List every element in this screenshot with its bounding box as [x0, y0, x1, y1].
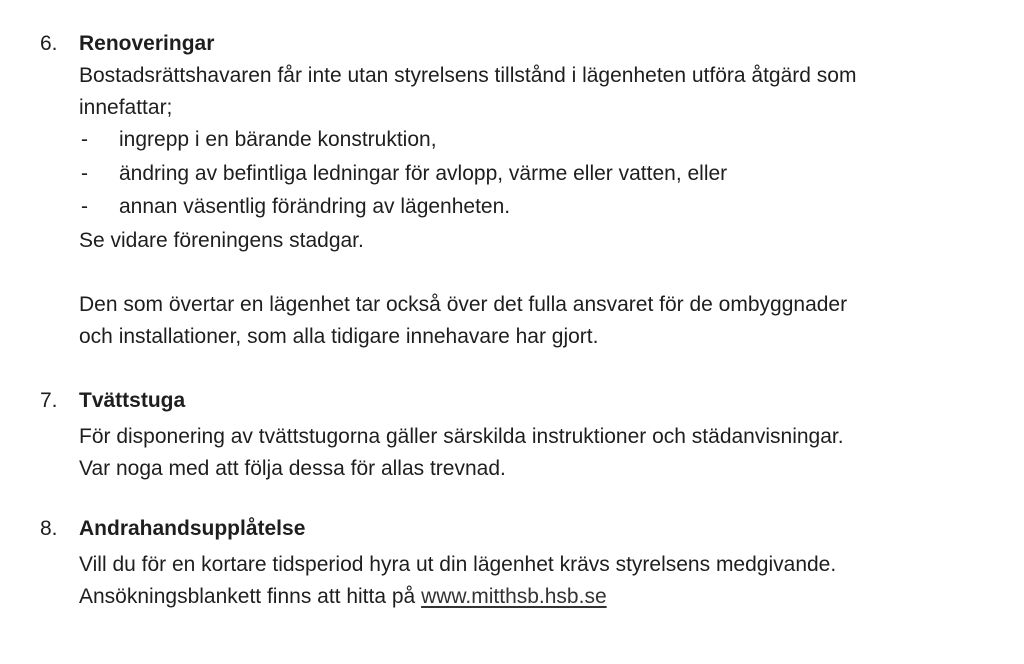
website-link[interactable]: www.mitthsb.hsb.se — [421, 585, 607, 608]
body-line-with-link — [79, 581, 607, 612]
section-heading: Tvättstuga — [79, 389, 186, 412]
bullet-dash: - — [81, 195, 88, 218]
paragraph-line: Den som övertar en lägenhet tar också över det fulla ansvaret för de ombyggnader — [79, 293, 848, 316]
section-number: 6. — [40, 32, 58, 55]
body-line: Vill du för en kortare tidsperiod hyra ut din lägenhet krävs styrelsens medgivande. — [79, 553, 837, 576]
intro-line: innefattar; — [79, 96, 173, 119]
section-number: 8. — [40, 517, 58, 540]
bullet-item: ingrepp i en bärande konstruktion, — [119, 128, 437, 151]
section-heading: Renoveringar — [79, 32, 215, 55]
bullet-dash: - — [81, 128, 88, 151]
bullet-item: annan väsentlig förändring av lägenheten. — [119, 195, 511, 218]
after-line: Se vidare föreningens stadgar. — [79, 229, 364, 252]
body-line: Var noga med att följa dessa för allas trevnad. — [79, 457, 506, 480]
bullet-dash: - — [81, 162, 88, 185]
paragraph-line: och installationer, som alla tidigare innehavare har gjort. — [79, 325, 599, 348]
body-line: För disponering av tvättstugorna gäller särskilda instruktioner och städanvisningar. — [79, 425, 844, 448]
section-number: 7. — [40, 389, 58, 412]
link-prefix-text: Ansökningsblankett finns att hitta på — [79, 585, 422, 608]
section-heading: Andrahandsupplåtelse — [79, 517, 306, 540]
bullet-item: ändring av befintliga ledningar för avlopp, värme eller vatten, eller — [119, 162, 728, 185]
intro-line: Bostadsrättshavaren får inte utan styrelsens tillstånd i lägenheten utföra åtgärd som — [79, 64, 857, 87]
